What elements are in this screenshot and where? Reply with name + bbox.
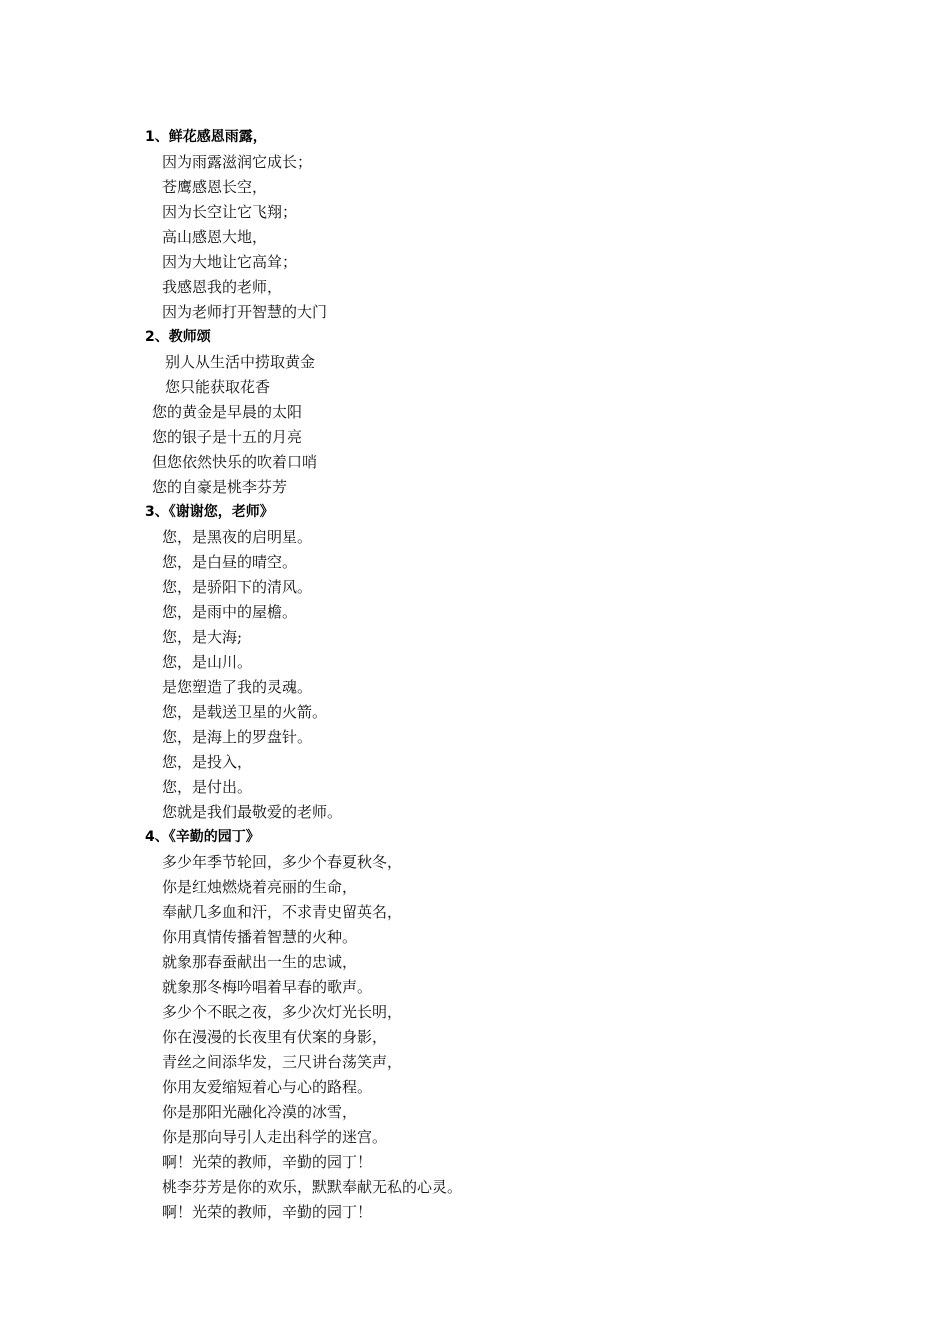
poem-line: 多少个不眠之夜，多少次灯光长明， (162, 1003, 403, 1021)
poem-line: 啊！光荣的教师，辛勤的园丁！ (162, 1203, 373, 1221)
poem-line: 苍鹰感恩长空， (162, 178, 268, 196)
poem-line: 因为老师打开智慧的大门 (162, 303, 328, 321)
poem-line: 多少年季节轮回，多少个春夏秋冬， (162, 853, 403, 871)
poem-line: 奉献几多血和汗，不求青史留英名， (162, 903, 403, 921)
poem-line: 您的黄金是早晨的太阳 (152, 403, 303, 421)
poem-line: 您，是付出。 (162, 778, 253, 796)
poem-line: 是您塑造了我的灵魂。 (162, 678, 313, 696)
section-heading: 3、《谢谢您，老师》 (145, 504, 274, 520)
poem-line: 您，是白昼的晴空。 (162, 553, 298, 571)
poem-line: 就象那春蚕献出一生的忠诚， (162, 953, 358, 971)
poem-line: 高山感恩大地， (162, 228, 268, 246)
poem-line: 您，是雨中的屋檐。 (162, 603, 298, 621)
poem-collection (145, 125, 865, 1225)
poem-line: 啊！光荣的教师，辛勤的园丁！ (162, 1153, 373, 1171)
section-heading: 1、鲜花感恩雨露， (145, 129, 267, 145)
section-heading: 2、教师颂 (145, 329, 211, 345)
poem-line: 因为大地让它高耸； (162, 253, 298, 271)
poem-line: 您，是海上的罗盘针。 (162, 728, 313, 746)
poem-line: 别人从生活中捞取黄金 (165, 353, 316, 371)
poem-line: 我感恩我的老师， (162, 278, 283, 296)
poem-line: 你用友爱缩短着心与心的路程。 (162, 1078, 373, 1096)
poem-line: 桃李芬芳是你的欢乐，默默奉献无私的心灵。 (162, 1178, 463, 1196)
poem-line: 您只能获取花香 (165, 378, 271, 396)
poem-line: 你用真情传播着智慧的火种。 (162, 928, 358, 946)
poem-line: 您，是骄阳下的清风。 (162, 578, 313, 596)
poem-line: 您，是山川。 (162, 653, 253, 671)
poem-line: 你是红烛燃烧着亮丽的生命， (162, 878, 358, 896)
poem-line: 您，是载送卫星的火箭。 (162, 703, 328, 721)
poem-line: 因为长空让它飞翔； (162, 203, 298, 221)
poem-line: 您就是我们最敬爱的老师。 (162, 803, 343, 821)
poem-line: 你是那阳光融化冷漠的冰雪， (162, 1103, 358, 1121)
poem-line: 您的银子是十五的月亮 (152, 428, 303, 446)
poem-line: 青丝之间添华发，三尺讲台荡笑声， (162, 1053, 403, 1071)
poem-line: 您，是投入， (162, 753, 253, 771)
poem-line: 你在漫漫的长夜里有伏案的身影， (162, 1028, 388, 1046)
section-heading: 4、《辛勤的园丁》 (145, 829, 260, 845)
poem-line: 但您依然快乐的吹着口哨 (152, 453, 318, 471)
poem-line: 您，是黑夜的启明星。 (162, 528, 313, 546)
poem-line: 你是那向导引人走出科学的迷宫。 (162, 1128, 388, 1146)
poem-line: 就象那冬梅吟唱着早春的歌声。 (162, 978, 373, 996)
poem-line: 因为雨露滋润它成长； (162, 153, 313, 171)
poem-line: 您，是大海; (162, 628, 243, 646)
poem-line: 您的自豪是桃李芬芳 (152, 478, 288, 496)
